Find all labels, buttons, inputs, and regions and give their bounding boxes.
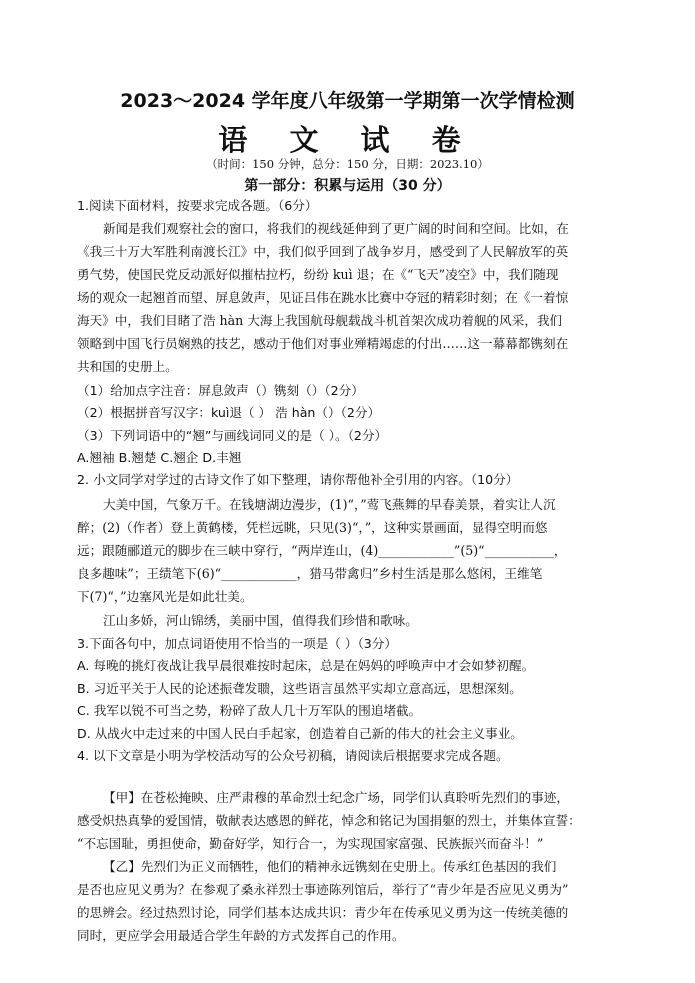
- q1-passage-line: 海天》中，我们目睹了浩 hàn 大海上我国航母舰载战斗机首架次成功着舰的风采，我们: [77, 313, 563, 328]
- q1-passage-line: 《我三十万大军胜利南渡长江》中，我们似乎回到了战争岁月，感受到了人民解放军的英: [77, 244, 569, 259]
- question-1-stem: 1.阅读下面材料，按要求完成各题。（6分）: [77, 198, 318, 213]
- q1-subquestion-1: （1）给加点字注音：屏息敛声（）镌刻（）（2分）: [77, 383, 364, 398]
- q2-passage-line: 大美中国，气象万千。在钱塘湖边漫步，(1)“，”莺飞燕舞的早春美景，着实让人沉: [103, 497, 556, 512]
- q1-passage-line: 场的观众一起翘首而望、屏息敛声，见证吕伟在跳水比赛中夺冠的精彩时刻；在《一着惊: [77, 290, 569, 305]
- q1-passage-line: 勇气势，使国民党反动派好似摧枯拉朽，纷纷 kuì 退；在《“飞天”凌空》中，我们随现: [77, 267, 559, 282]
- q2-passage-line: 醉；(2)（作者）登上黄鹤楼，凭栏远眺，只见(3)“，”，这种实景画面，显得空明而悠: [77, 520, 548, 535]
- question-2-stem: 2. 小文同学对学过的古诗文作了如下整理，请你帮他补全引用的内容。（10分）: [77, 472, 519, 487]
- part-heading: 第一部分：积累与运用（30 分）: [244, 178, 451, 194]
- q4-article-line: “不忘国耻，勇担使命，勤奋好学，知行合一，为实现国家富强、民族振兴而奋斗！”: [77, 836, 544, 851]
- q4-article-line: 同时，更应学会用最适合学生年龄的方式发挥自己的作用。: [77, 928, 405, 943]
- q1-subquestion-3: （3）下列词语中的“翘”与画线词同义的是（ ）。（2分）: [77, 428, 388, 443]
- paper-title: 语 文 试 卷: [218, 123, 477, 157]
- exam-meta: （时间：150 分钟，总分：150 分，日期：2023.10）: [206, 157, 489, 171]
- q2-passage-line: 远；跟随郦道元的脚步在三峡中穿行，“两岸连山，(4)____________”(5)“___________，: [77, 543, 567, 558]
- q4-article-line: 感受炽热真挚的爱国情，敬献表达感恩的鲜花，悼念和铭记为国捐躯的烈士，并集体宣誓：: [77, 813, 581, 828]
- q1-subquestion-2: （2）根据拼音写汉字：kuì退（ ） 浩 hàn（）（2分）: [77, 405, 381, 420]
- q4-article-line: 【甲】在苍松掩映、庄严肃穆的革命烈士纪念广场，同学们认真聆听先烈们的事迹，: [103, 790, 569, 805]
- q1-options: A.翘袖 B.翘楚 C.翘企 D.丰翘: [77, 450, 242, 465]
- q4-article-line: 的思辨会。经过热烈讨论，同学们基本达成共识：青少年在传承见义勇为这一传统美德的: [77, 905, 569, 920]
- q1-passage-line: 共和国的史册上。: [77, 359, 178, 374]
- q1-passage-line: 领略到中国飞行员娴熟的技艺，感动于他们对事业殚精竭虑的付出……这一幕幕都镌刻在: [77, 336, 569, 351]
- question-4-stem: 4. 以下文章是小明为学校活动写的公众号初稿，请阅读后根据要求完成各题。: [77, 748, 509, 763]
- q3-option-c: C. 我军以锐不可当之势，粉碎了敌人几十万军队的围追堵截。: [77, 703, 422, 718]
- q4-article-line: 是否也应见义勇为？在参观了桑永祥烈士事迹陈列馆后，举行了“青少年是否应见义勇为”: [77, 882, 569, 897]
- question-3-stem: 3.下面各句中，加点词语使用不恰当的一项是（ ）（3分）: [77, 636, 397, 651]
- q3-option-a: A. 每晚的挑灯夜战让我早晨很难按时起床，总是在妈妈的呼唤声中才会如梦初醒。: [77, 658, 535, 673]
- q2-passage-line: 良多趣味”；王绩笔下(6)“____________，猎马带禽归”乡村生活是那么悠闲，王维笔: [77, 566, 543, 581]
- q3-option-d: D. 从战火中走过来的中国人民白手起家，创造着自己新的伟大的社会主义事业。: [77, 726, 523, 741]
- q3-option-b: B. 习近平关于人民的论述振聋发聩，这些语言虽然平实却立意高远，思想深刻。: [77, 681, 522, 696]
- q2-passage-line: 下(7)“，”边塞风光是如此壮美。: [77, 589, 253, 604]
- q2-closing-line: 江山多娇，河山锦绣，美丽中国，值得我们珍惜和歌咏。: [103, 613, 418, 628]
- q1-passage-line: 新闻是我们观察社会的窗口，将我们的视线延伸到了更广阔的时间和空间。比如，在: [103, 221, 569, 236]
- exam-title: 2023～2024 学年度八年级第一学期第一次学情检测: [120, 90, 575, 112]
- q4-article-line: 【乙】先烈们为正义而牺牲，他们的精神永远镌刻在史册上。传承红色基因的我们: [103, 859, 557, 874]
